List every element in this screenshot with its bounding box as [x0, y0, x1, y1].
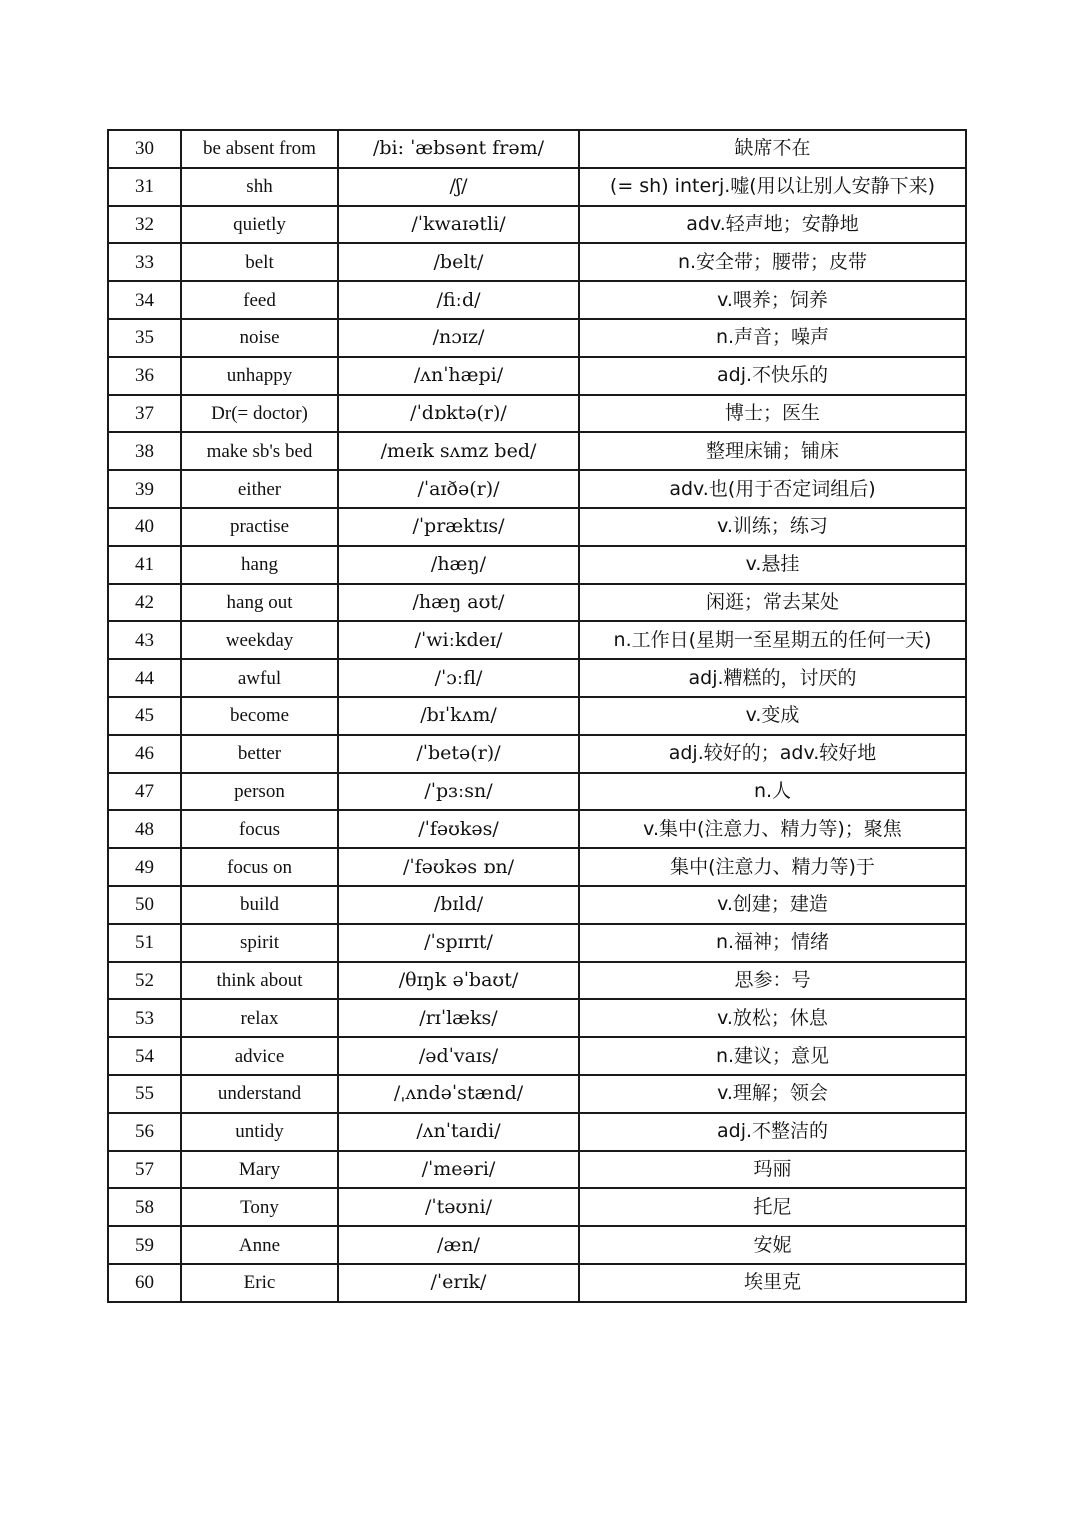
- entry-number: 56: [108, 1113, 181, 1151]
- table-row: [108, 130, 966, 168]
- entry-word: either: [181, 470, 338, 508]
- entry-word: focus: [181, 810, 338, 848]
- entry-meaning: v.喂养；饲养: [579, 281, 966, 319]
- entry-phonetic: /bɪld/: [338, 886, 579, 924]
- entry-word: better: [181, 735, 338, 773]
- entry-phonetic: /ˈpræktɪs/: [338, 508, 579, 546]
- entry-number: 46: [108, 735, 181, 773]
- entry-meaning: 博士；医生: [579, 395, 966, 433]
- table-row: [108, 773, 966, 811]
- table-row: [108, 395, 966, 433]
- table-row: [108, 1151, 966, 1189]
- entry-word: think about: [181, 962, 338, 1000]
- table-row: [108, 962, 966, 1000]
- entry-meaning: adj.不快乐的: [579, 357, 966, 395]
- entry-word: hang out: [181, 584, 338, 622]
- entry-meaning: 玛丽: [579, 1151, 966, 1189]
- entry-number: 60: [108, 1264, 181, 1302]
- entry-phonetic: /ˈpɜːsn/: [338, 773, 579, 811]
- entry-word: spirit: [181, 924, 338, 962]
- entry-word: understand: [181, 1075, 338, 1113]
- entry-number: 48: [108, 810, 181, 848]
- entry-meaning: 托尼: [579, 1188, 966, 1226]
- entry-word: person: [181, 773, 338, 811]
- entry-phonetic: /nɔɪz/: [338, 319, 579, 357]
- entry-meaning: adj.不整洁的: [579, 1113, 966, 1151]
- entry-word: be absent from: [181, 130, 338, 168]
- table-row: [108, 1264, 966, 1302]
- entry-meaning: v.变成: [579, 697, 966, 735]
- entry-word: build: [181, 886, 338, 924]
- entry-number: 42: [108, 584, 181, 622]
- entry-number: 35: [108, 319, 181, 357]
- entry-phonetic: /rɪˈlæks/: [338, 999, 579, 1037]
- vocabulary-table: [107, 129, 967, 1303]
- entry-meaning: 集中(注意力、精力等)于: [579, 848, 966, 886]
- entry-word: shh: [181, 168, 338, 206]
- entry-phonetic: /ˈfəʊkəs ɒn/: [338, 848, 579, 886]
- entry-word: belt: [181, 243, 338, 281]
- entry-phonetic: /ˈtəʊni/: [338, 1188, 579, 1226]
- entry-phonetic: /fiːd/: [338, 281, 579, 319]
- entry-phonetic: /ˈaɪðə(r)/: [338, 470, 579, 508]
- entry-phonetic: /hæŋ aʊt/: [338, 584, 579, 622]
- entry-word: become: [181, 697, 338, 735]
- entry-word: weekday: [181, 621, 338, 659]
- entry-number: 30: [108, 130, 181, 168]
- entry-word: Anne: [181, 1226, 338, 1264]
- table-row: [108, 659, 966, 697]
- entry-meaning: n.建议；意见: [579, 1037, 966, 1075]
- table-row: [108, 584, 966, 622]
- table-row: [108, 168, 966, 206]
- entry-number: 38: [108, 432, 181, 470]
- entry-word: advice: [181, 1037, 338, 1075]
- entry-number: 52: [108, 962, 181, 1000]
- entry-meaning: 思参：号: [579, 962, 966, 1000]
- entry-phonetic: /ˈdɒktə(r)/: [338, 395, 579, 433]
- entry-number: 57: [108, 1151, 181, 1189]
- entry-meaning: v.创建；建造: [579, 886, 966, 924]
- table-row: [108, 1075, 966, 1113]
- entry-word: make sb's bed: [181, 432, 338, 470]
- entry-number: 40: [108, 508, 181, 546]
- entry-meaning: n.人: [579, 773, 966, 811]
- entry-number: 43: [108, 621, 181, 659]
- entry-number: 51: [108, 924, 181, 962]
- table-row: [108, 1188, 966, 1226]
- entry-phonetic: /θɪŋk əˈbaʊt/: [338, 962, 579, 1000]
- entry-phonetic: /ˈmeəri/: [338, 1151, 579, 1189]
- entry-meaning: n.工作日(星期一至星期五的任何一天): [579, 621, 966, 659]
- entry-number: 34: [108, 281, 181, 319]
- entry-number: 49: [108, 848, 181, 886]
- entry-number: 58: [108, 1188, 181, 1226]
- entry-meaning: v.放松；休息: [579, 999, 966, 1037]
- table-row: [108, 810, 966, 848]
- table-row: [108, 546, 966, 584]
- entry-meaning: 埃里克: [579, 1264, 966, 1302]
- entry-meaning: n.福神；情绪: [579, 924, 966, 962]
- table-row: [108, 1113, 966, 1151]
- entry-word: feed: [181, 281, 338, 319]
- entry-word: Eric: [181, 1264, 338, 1302]
- table-row: [108, 848, 966, 886]
- entry-phonetic: /æn/: [338, 1226, 579, 1264]
- table-row: [108, 319, 966, 357]
- entry-number: 33: [108, 243, 181, 281]
- entry-word: quietly: [181, 206, 338, 244]
- table-row: [108, 357, 966, 395]
- table-row: [108, 206, 966, 244]
- entry-phonetic: /bɪˈkʌm/: [338, 697, 579, 735]
- entry-word: relax: [181, 999, 338, 1037]
- table-row: [108, 999, 966, 1037]
- entry-word: hang: [181, 546, 338, 584]
- entry-phonetic: /ˈfəʊkəs/: [338, 810, 579, 848]
- entry-meaning: adj.较好的；adv.较好地: [579, 735, 966, 773]
- entry-word: Tony: [181, 1188, 338, 1226]
- table-row: [108, 508, 966, 546]
- entry-meaning: (= sh) interj.嘘(用以让别人安静下来): [579, 168, 966, 206]
- entry-meaning: v.训练；练习: [579, 508, 966, 546]
- table-row: [108, 924, 966, 962]
- entry-number: 53: [108, 999, 181, 1037]
- entry-number: 36: [108, 357, 181, 395]
- table-row: [108, 1226, 966, 1264]
- entry-meaning: v.集中(注意力、精力等)；聚焦: [579, 810, 966, 848]
- entry-meaning: 安妮: [579, 1226, 966, 1264]
- entry-phonetic: /ʃ/: [338, 168, 579, 206]
- entry-word: awful: [181, 659, 338, 697]
- entry-number: 59: [108, 1226, 181, 1264]
- entry-number: 50: [108, 886, 181, 924]
- entry-number: 39: [108, 470, 181, 508]
- entry-meaning: 闲逛；常去某处: [579, 584, 966, 622]
- entry-phonetic: /bi: ˈæbsənt frəm/: [338, 130, 579, 168]
- entry-meaning: adv.轻声地；安静地: [579, 206, 966, 244]
- table-row: [108, 470, 966, 508]
- table-row: [108, 432, 966, 470]
- entry-phonetic: /ʌnˈtaɪdi/: [338, 1113, 579, 1151]
- entry-number: 41: [108, 546, 181, 584]
- entry-word: noise: [181, 319, 338, 357]
- table-row: [108, 243, 966, 281]
- entry-meaning: 整理床铺；铺床: [579, 432, 966, 470]
- entry-word: Mary: [181, 1151, 338, 1189]
- table-row: [108, 735, 966, 773]
- entry-meaning: n.声音；噪声: [579, 319, 966, 357]
- entry-phonetic: /ʌnˈhæpi/: [338, 357, 579, 395]
- table-row: [108, 1037, 966, 1075]
- entry-number: 31: [108, 168, 181, 206]
- entry-meaning: 缺席不在: [579, 130, 966, 168]
- entry-phonetic: /ˈɔːfl/: [338, 659, 579, 697]
- entry-word: untidy: [181, 1113, 338, 1151]
- entry-number: 45: [108, 697, 181, 735]
- entry-phonetic: /ˈkwaɪətli/: [338, 206, 579, 244]
- entry-number: 37: [108, 395, 181, 433]
- entry-phonetic: /ˈerɪk/: [338, 1264, 579, 1302]
- vocabulary-table-body: [108, 130, 966, 1302]
- entry-number: 32: [108, 206, 181, 244]
- table-row: [108, 621, 966, 659]
- entry-meaning: adv.也(用于否定词组后): [579, 470, 966, 508]
- entry-number: 44: [108, 659, 181, 697]
- entry-number: 54: [108, 1037, 181, 1075]
- entry-meaning: n.安全带；腰带；皮带: [579, 243, 966, 281]
- entry-phonetic: /ˈbetə(r)/: [338, 735, 579, 773]
- entry-phonetic: /hæŋ/: [338, 546, 579, 584]
- entry-word: focus on: [181, 848, 338, 886]
- entry-meaning: adj.糟糕的，讨厌的: [579, 659, 966, 697]
- table-row: [108, 281, 966, 319]
- entry-word: Dr(= doctor): [181, 395, 338, 433]
- entry-number: 47: [108, 773, 181, 811]
- entry-phonetic: /ˌʌndəˈstænd/: [338, 1075, 579, 1113]
- entry-phonetic: /ədˈvaɪs/: [338, 1037, 579, 1075]
- entry-phonetic: /ˈspɪrɪt/: [338, 924, 579, 962]
- entry-phonetic: /belt/: [338, 243, 579, 281]
- entry-phonetic: /ˈwiːkdeɪ/: [338, 621, 579, 659]
- entry-meaning: v.理解；领会: [579, 1075, 966, 1113]
- entry-meaning: v.悬挂: [579, 546, 966, 584]
- table-row: [108, 886, 966, 924]
- table-row: [108, 697, 966, 735]
- entry-phonetic: /meɪk sʌmz bed/: [338, 432, 579, 470]
- entry-number: 55: [108, 1075, 181, 1113]
- entry-word: unhappy: [181, 357, 338, 395]
- entry-word: practise: [181, 508, 338, 546]
